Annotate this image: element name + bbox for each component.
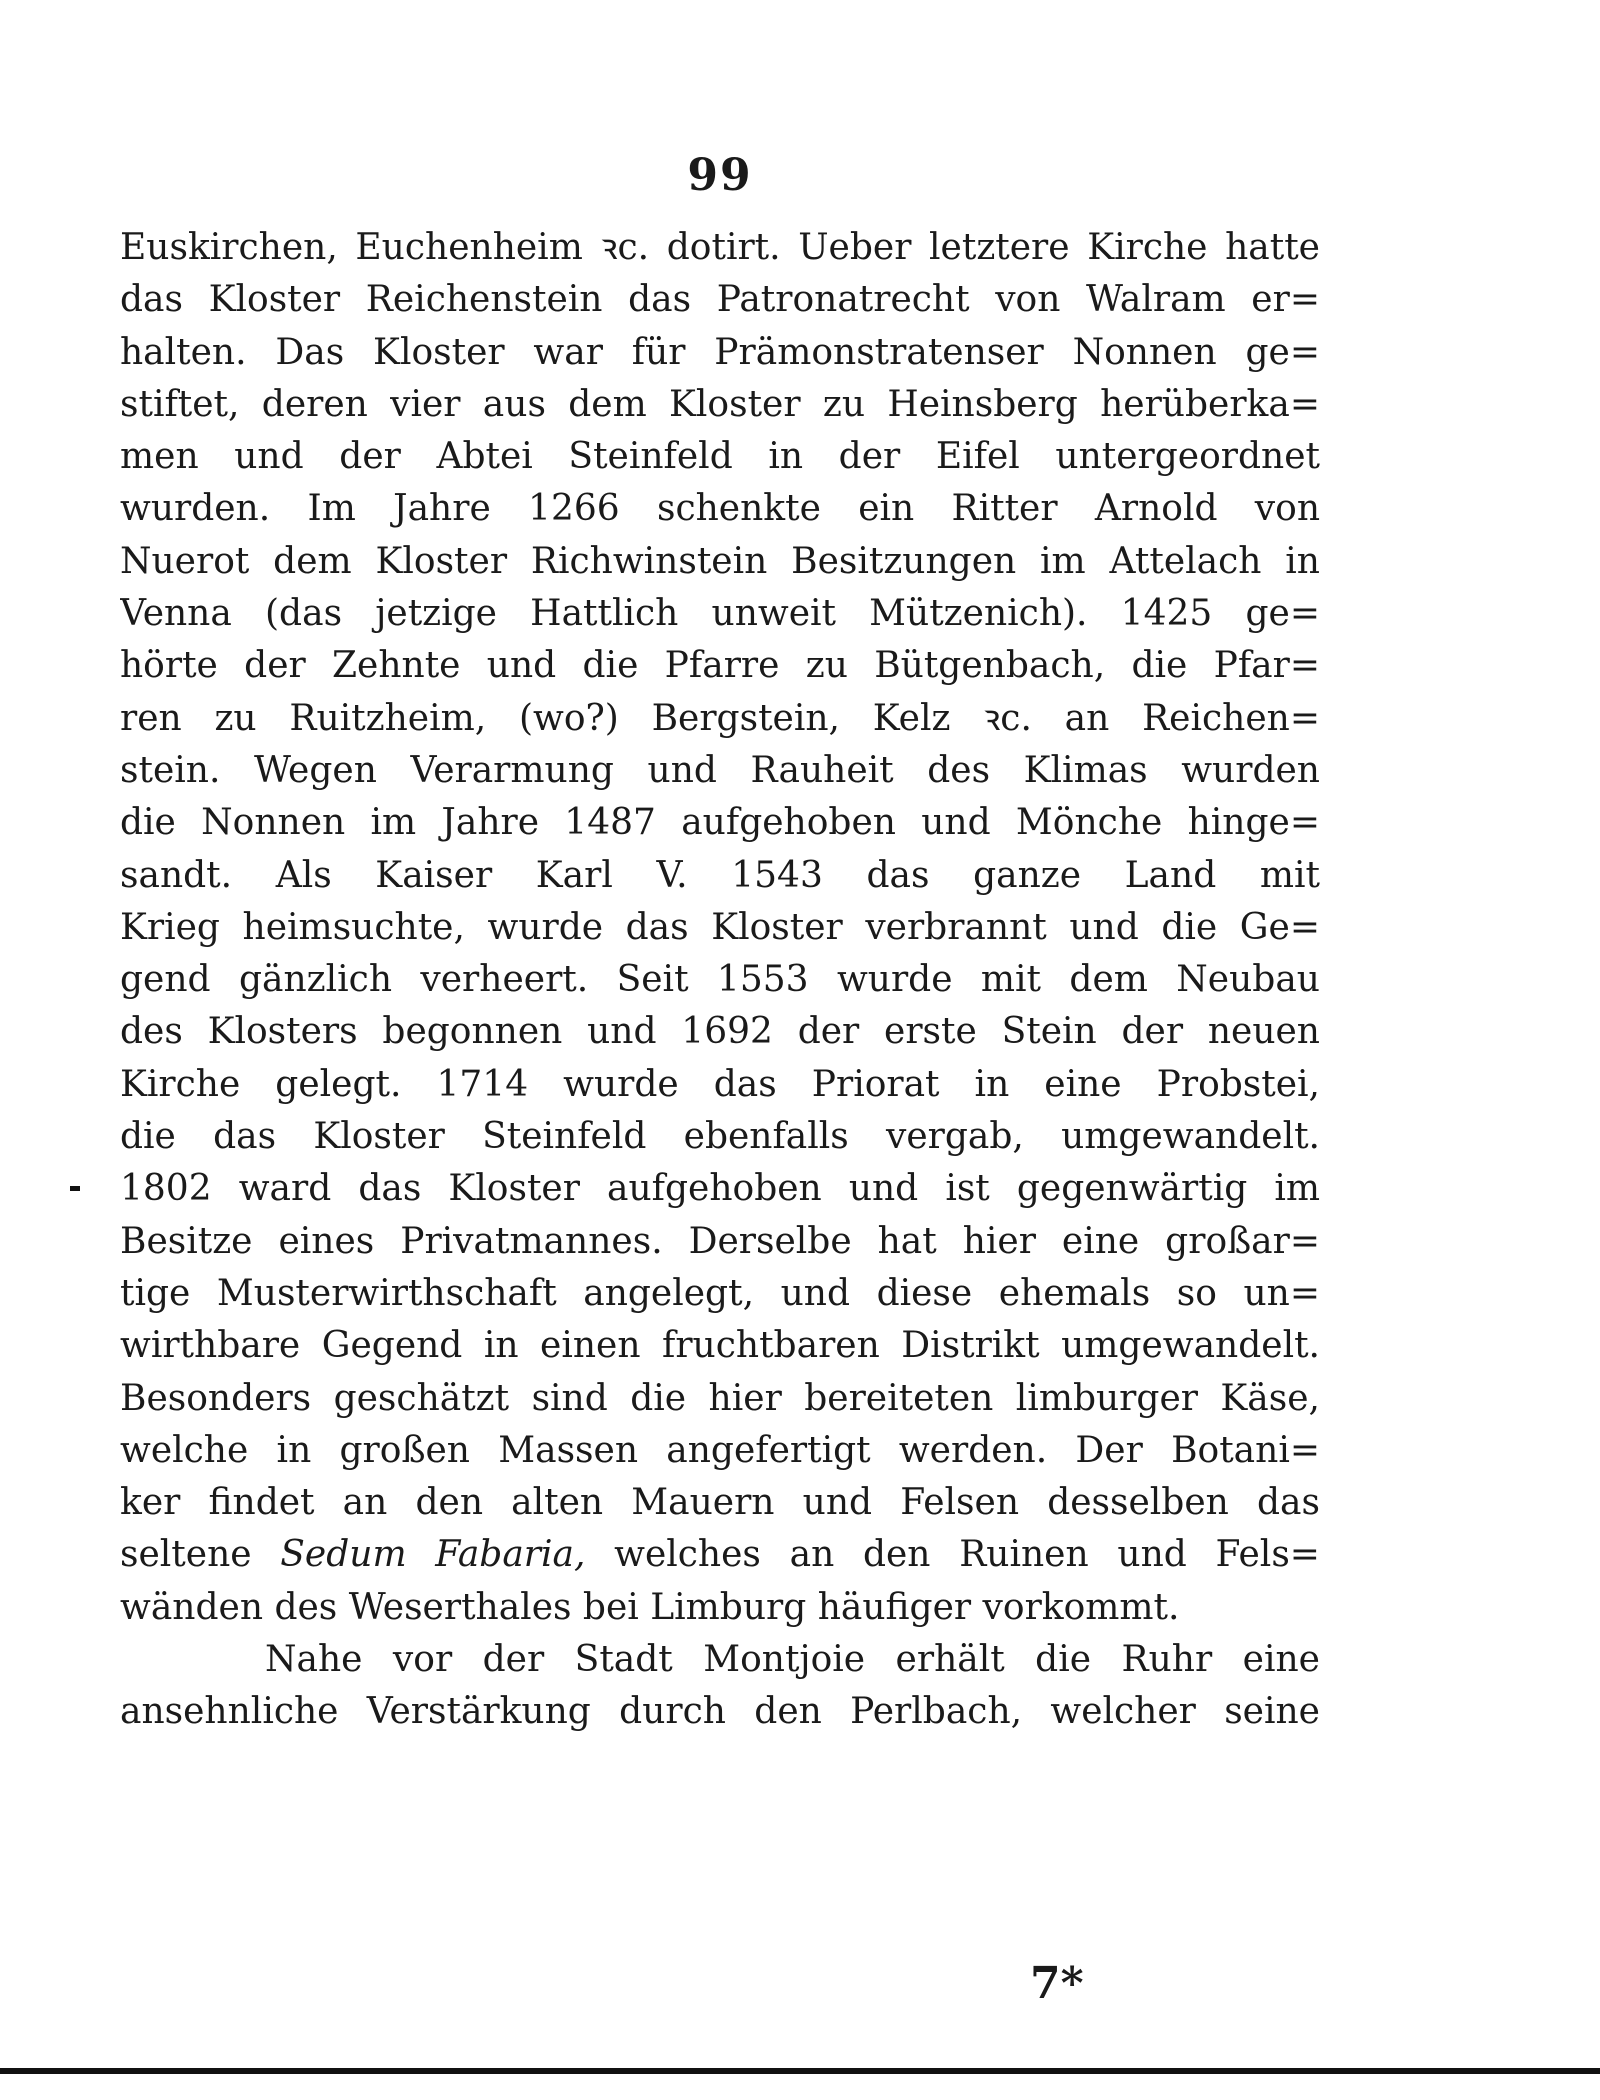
text-line: Euskirchen, Euchenheim ꝛc. dotirt. Ueber letztere Kirche hatte — [120, 227, 1320, 268]
text-line: gend gänzlich verheert. Seit 1553 wurde mit dem Neubau — [120, 959, 1320, 1001]
text-fragment: welches an den Ruinen und Fels= — [614, 1534, 1320, 1576]
body-text — [120, 222, 1320, 1739]
text-line: ker findet an den alten Mauern und Felsen desselben das — [120, 1482, 1320, 1524]
text-line: des Klosters begonnen und 1692 der erste Stein der neuen — [120, 1011, 1320, 1053]
text-line — [120, 1529, 1320, 1581]
text-line: wurden. Im Jahre 1266 schenkte ein Ritter Arnold von — [120, 488, 1320, 530]
text-line: sandt. Als Kaiser Karl V. 1543 das ganze Land mit — [120, 854, 1320, 896]
paragraph-last-line: wänden des Weserthales bei Limburg häufiger vorkommt. — [120, 1586, 1180, 1628]
text-line: Nuerot dem Kloster Richwinstein Besitzungen im Attelach in — [120, 540, 1320, 582]
text-line: Krieg heimsuchte, wurde das Kloster verbrannt und die Ge= — [120, 906, 1320, 948]
text-line: welche in großen Massen angefertigt werden. Der Botani= — [120, 1429, 1320, 1471]
text-line: Besonders geschätzt sind die hier bereiteten limburger Käse, — [120, 1377, 1320, 1419]
scan-edge-line — [0, 2068, 1600, 2074]
page-number: 99 — [687, 150, 753, 201]
text-line: die Nonnen im Jahre 1487 aufgehoben und Mönche hinge= — [120, 802, 1320, 844]
signature-mark: 7* — [1030, 1958, 1084, 2009]
text-line: halten. Das Kloster war für Prämonstratenser Nonnen ge= — [120, 331, 1320, 373]
text-line: stein. Wegen Verarmung und Rauheit des Klimas wurden — [120, 749, 1320, 791]
text-line: men und der Abtei Steinfeld in der Eifel untergeordnet — [120, 436, 1320, 478]
paragraph-first-line: Nahe vor der Stadt Montjoie erhält die Ruhr eine — [265, 1639, 1320, 1681]
text-line: Besitze eines Privatmannes. Derselbe hat hier eine großar= — [120, 1220, 1320, 1262]
text-line: ansehnliche Verstärkung durch den Perlbach, welcher seine — [120, 1691, 1320, 1733]
latin-plant-name: Sedum Fabaria, — [280, 1534, 586, 1576]
text-line: 1802 ward das Kloster aufgehoben und ist gegenwärtig im — [120, 1168, 1320, 1210]
text-line: das Kloster Reichenstein das Patronatrecht von Walram er= — [120, 279, 1320, 321]
text-line: Venna (das jetzige Hattlich unweit Mützenich). 1425 ge= — [120, 593, 1320, 635]
text-line: die das Kloster Steinfeld ebenfalls vergab, umgewandelt. — [120, 1116, 1320, 1158]
text-line: wirthbare Gegend in einen fruchtbaren Distrikt umgewandelt. — [120, 1325, 1320, 1367]
text-line: hörte der Zehnte und die Pfarre zu Bütgenbach, die Pfar= — [120, 645, 1320, 687]
margin-dash — [70, 1186, 80, 1191]
text-line: Kirche gelegt. 1714 wurde das Priorat in eine Probstei, — [120, 1063, 1320, 1105]
text-line: stiftet, deren vier aus dem Kloster zu Heinsberg herüberka= — [120, 383, 1320, 425]
text-fragment: seltene — [120, 1534, 252, 1576]
text-line: tige Musterwirthschaft angelegt, und diese ehemals so un= — [120, 1272, 1320, 1314]
text-line: ren zu Ruitzheim, (wo?) Bergstein, Kelz ꝛc. an Reichen= — [120, 697, 1320, 739]
